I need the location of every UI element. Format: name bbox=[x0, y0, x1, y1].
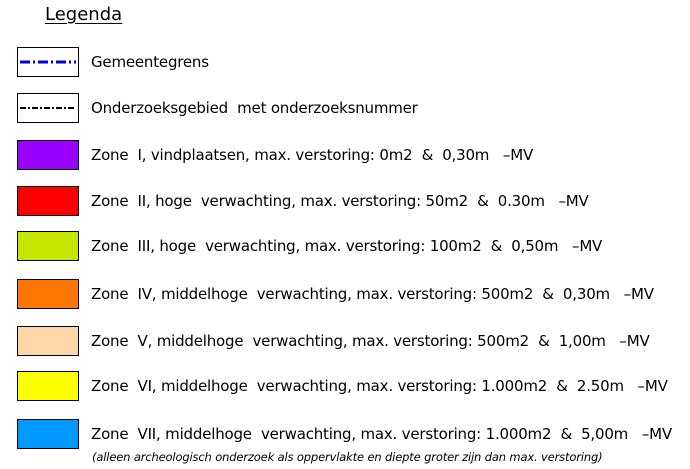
legend-item-label: Zone V, middelhoge verwachting, max. verstoring: 500m2 & 1,00m –MV bbox=[91, 332, 650, 350]
legend-item-label: Zone III, hoge verwachting, max. verstoring: 100m2 & 0,50m –MV bbox=[91, 237, 603, 255]
legend-item-label: Zone VII, middelhoge verwachting, max. verstoring: 1.000m2 & 5,00m –MV bbox=[91, 425, 672, 443]
legend-item-label: Zone IV, middelhoge verwachting, max. verstoring: 500m2 & 0,30m –MV bbox=[91, 285, 654, 303]
legend-item-label: Zone I, vindplaatsen, max. verstoring: 0m2 & 0,30m –MV bbox=[91, 146, 534, 164]
legend-note: (alleen archeologisch onderzoek als oppervlakte en diepte groter zijn dan max. verstoring) bbox=[92, 450, 603, 464]
legend-item-gemeentegrens bbox=[17, 46, 209, 78]
color-swatch bbox=[17, 371, 79, 401]
color-swatch bbox=[17, 231, 79, 261]
legend-item-label: Zone II, hoge verwachting, max. verstoring: 50m2 & 0.30m –MV bbox=[91, 192, 589, 210]
legend-item-zone-1 bbox=[17, 139, 533, 171]
dash-dot-line-icon bbox=[17, 93, 79, 123]
legend-item-label: Zone VI, middelhoge verwachting, max. verstoring: 1.000m2 & 2.50m –MV bbox=[91, 377, 668, 395]
dash-dot-line-icon bbox=[17, 47, 79, 77]
legend-item-zone-5 bbox=[17, 325, 650, 357]
legend-item-zone-4 bbox=[17, 278, 654, 310]
legend-item-zone-3 bbox=[17, 230, 602, 262]
color-swatch bbox=[17, 419, 79, 449]
color-swatch bbox=[17, 279, 79, 309]
legend-item-zone-7 bbox=[17, 418, 672, 450]
color-swatch bbox=[17, 186, 79, 216]
legend-item-label: Onderzoeksgebied met onderzoeksnummer bbox=[91, 99, 418, 117]
legend-item-zone-2 bbox=[17, 185, 589, 217]
legend-item-zone-6 bbox=[17, 370, 668, 402]
legend-title: Legenda bbox=[45, 4, 123, 25]
color-swatch bbox=[17, 140, 79, 170]
legend-item-onderzoeksgebied bbox=[17, 92, 418, 124]
legend-item-label: Gemeentegrens bbox=[91, 53, 209, 71]
color-swatch bbox=[17, 326, 79, 356]
